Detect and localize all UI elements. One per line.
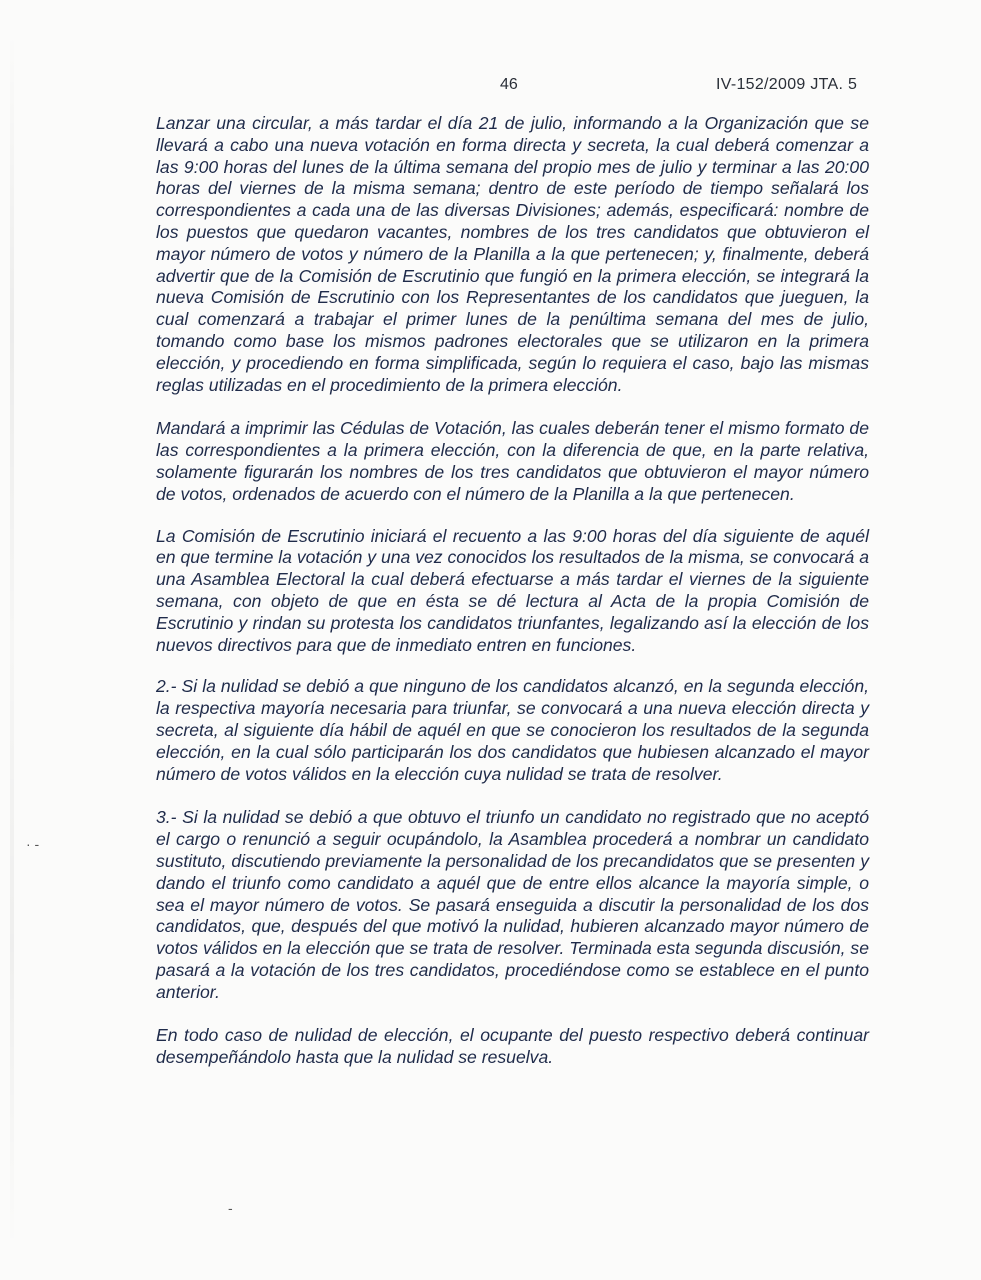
paragraph-item-2: 2.- Si la nulidad se debió a que ninguno de los candidatos alcanzó, en la segunda elección, la respectiva mayoría necesaria para triunfar, se convocará a una nueva elección directa y secreta, al siguiente día hábil de aquél en que se conocieron los resultados de la segunda elección, en la cual sólo participarán los dos candidatos que hubiesen alcanzado el mayor número de votos válidos en la elección cuya nulidad se trata de resolver.: [156, 676, 869, 784]
paragraph-cedulas: Mandará a imprimir las Cédulas de Votación, las cuales deberán tener el mismo formato de las correspondientes a la primera elección, con la diferencia de que, en la parte relativa, solamente figurarán los nombres de los tres candidatos que obtuvieron el mayor número de votos, ordenados de acuerdo con el número de la Planilla a la que pertenecen.: [156, 418, 869, 504]
scan-speck-left: · -: [26, 836, 40, 852]
paragraph-item-3: 3.- Si la nulidad se debió a que obtuvo el triunfo un candidato no registrado que no aceptó el cargo o renunció a seguir ocupándolo, la Asamblea procederá a nombrar un candidato sustituto, discutiendo previamente la personalidad de los precandidatos que se presenten y dando el triunfo como candidato a aquél que de entre ellos alcance la mayoría simple, o sea el mayor número de votos. Se pasará enseguida a discutir la personalidad de los dos candidatos, que, después del que motivó la nulidad, hubieren alcanzado mayor número de votos válidos en la elección que se trata de resolver. Terminada esta segunda discusión, se pasará a la votación de los tres candidatos, procediéndose como se establece en el punto anterior.: [156, 807, 869, 1002]
page-number: 46: [500, 76, 518, 93]
paragraph-circular: Lanzar una circular, a más tardar el día 21 de julio, informando a la Organización que se llevará a cabo una nueva votación en forma directa y secreta, la cual deberá comenzar a las 9:00 horas del lunes de la última semana del propio mes de julio y terminar a las 20:00 horas del viernes de la misma semana; dentro de este período de tiempo señalará los correspondientes a cada una de las diversas Divisiones; además, especificará: nombre de los puestos que quedaron vacantes, nombres de los tres candidatos que obtuvieron el mayor número de votos y número de la Planilla a la que pertenecen; y, finalmente, deberá advertir que de la Comisión de Escrutinio que fungió en la primera elección, se integrará la nueva Comisión de Escrutinio con los Representantes de los candidatos que jueguen, la cual comenzará a trabajar el primer lunes de la penúltima semana del mes de julio, tomando como base los mismos padrones electorales que se utilizaron en la primera elección, y procediendo en forma simplificada, según lo requiera el caso, bajo las mismas reglas utilizadas en el procedimiento de la primera elección.: [156, 113, 869, 395]
paragraph-nulidad-final: En todo caso de nulidad de elección, el ocupante del puesto respectivo deberá continuar desempeñándolo hasta que la nulidad se resuelva.: [156, 1025, 869, 1068]
document-body: [156, 113, 869, 1090]
scan-edge-shadow: [10, 30, 14, 1250]
paragraph-recuento: La Comisión de Escrutinio iniciará el recuento a las 9:00 horas del día siguiente de aquél en que termine la votación y una vez conocidos los resultados de la misma, se convocará a una Asamblea Electoral la cual deberá efectuarse a más tardar el viernes de la siguiente semana, con objeto de que en ésta se dé lectura al Acta de la propia Comisión de Escrutinio y rindan su protesta los candidatos triunfantes, legalizando así la elección de los nuevos directivos para que de inmediato entren en funciones.: [156, 525, 869, 655]
case-number: IV-152/2009 JTA. 5: [716, 76, 858, 93]
scan-speck-bottom: -: [228, 1200, 233, 1216]
